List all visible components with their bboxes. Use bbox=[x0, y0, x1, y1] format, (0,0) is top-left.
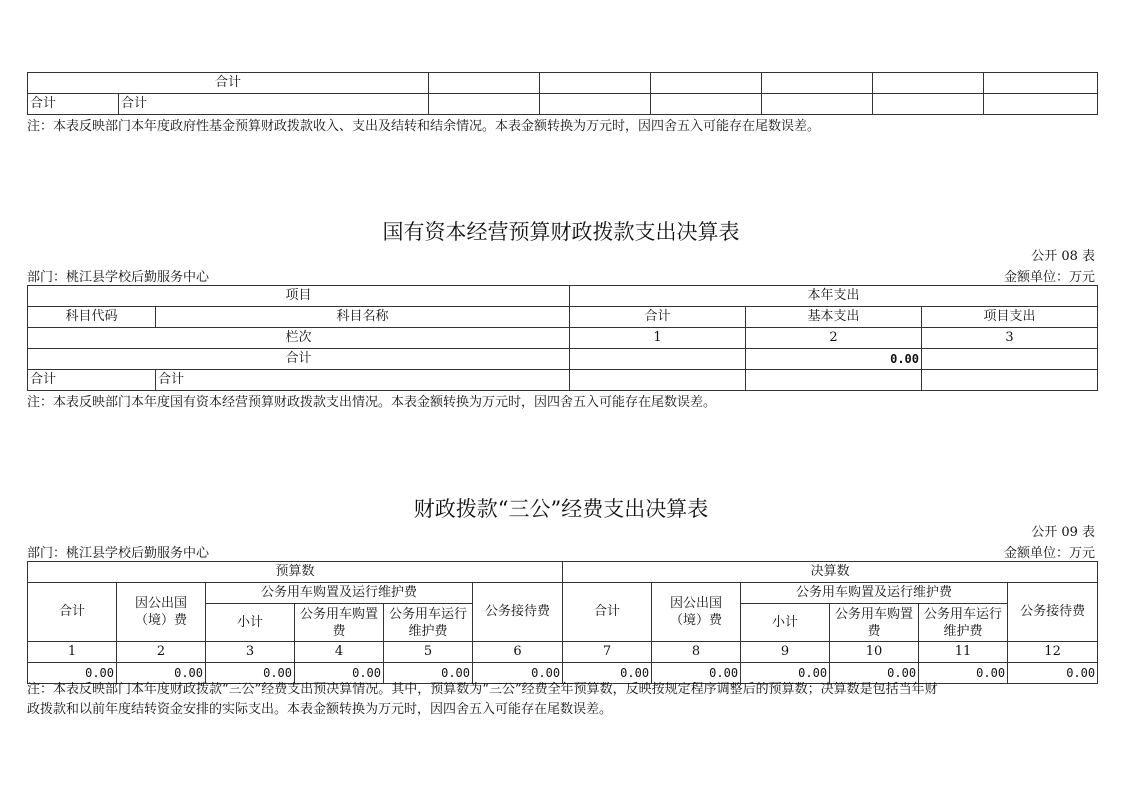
row-name: 合计 bbox=[119, 94, 429, 115]
header-purchase: 公务用车购置费 bbox=[295, 604, 384, 642]
header-total: 合计 bbox=[563, 583, 652, 642]
value-cell: 0.00 bbox=[830, 663, 919, 684]
total-label: 合计 bbox=[28, 73, 429, 94]
table-row bbox=[28, 328, 1098, 349]
table08-department: 部门：桃江县学校后勤服务中心 bbox=[27, 270, 210, 285]
column-number: 6 bbox=[473, 642, 563, 663]
table08-form-no: 公开 08 表 bbox=[1031, 249, 1095, 264]
value-cell: 0.00 bbox=[473, 663, 563, 684]
header-budget: 预算数 bbox=[28, 562, 563, 583]
table09-form-no: 公开 09 表 bbox=[1031, 525, 1095, 540]
header-abroad: 因公出国（境）费 bbox=[652, 583, 741, 642]
table08-unit: 金额单位：万元 bbox=[1003, 270, 1095, 285]
column-number: 10 bbox=[830, 642, 919, 663]
value-cell: 0.00 bbox=[295, 663, 384, 684]
row-code: 合计 bbox=[28, 94, 119, 115]
header-project: 项目 bbox=[28, 286, 570, 307]
table-row bbox=[28, 642, 1098, 663]
column-number: 1 bbox=[28, 642, 117, 663]
value-cell: 0.00 bbox=[563, 663, 652, 684]
table-row bbox=[28, 73, 1098, 94]
project-value bbox=[922, 349, 1098, 370]
header-abroad: 因公出国（境）费 bbox=[117, 583, 206, 642]
table09-department: 部门：桃江县学校后勤服务中心 bbox=[27, 546, 210, 561]
column-number: 1 bbox=[570, 328, 746, 349]
table09-title: 财政拨款“三公”经费支出决算表 bbox=[413, 497, 709, 521]
table07-tail bbox=[27, 72, 1098, 115]
row-name: 合计 bbox=[156, 370, 570, 391]
value-cell: 0.00 bbox=[919, 663, 1008, 684]
table-row bbox=[28, 562, 1098, 583]
table-row bbox=[28, 94, 1098, 115]
header-subtotal: 小计 bbox=[206, 604, 295, 642]
header-current-year: 本年支出 bbox=[570, 286, 1098, 307]
table09-note-line2: 政拨款和以前年度结转资金安排的实际支出。本表金额转换为万元时，因四舍五入可能存在尾数误差。 bbox=[27, 702, 613, 717]
value-cell: 0.00 bbox=[117, 663, 206, 684]
header-vehicle: 公务用车购置及运行维护费 bbox=[206, 583, 473, 604]
column-number: 5 bbox=[384, 642, 473, 663]
header-final: 决算数 bbox=[563, 562, 1098, 583]
table-row bbox=[28, 583, 1098, 604]
column-number: 4 bbox=[295, 642, 384, 663]
column-number: 3 bbox=[206, 642, 295, 663]
row-code: 合计 bbox=[28, 370, 156, 391]
column-number: 8 bbox=[652, 642, 741, 663]
value-cell: 0.00 bbox=[741, 663, 830, 684]
column-number: 7 bbox=[563, 642, 652, 663]
table-row bbox=[28, 370, 1098, 391]
value-cell: 0.00 bbox=[384, 663, 473, 684]
table-row bbox=[28, 349, 1098, 370]
column-label: 栏次 bbox=[28, 328, 570, 349]
table09-unit: 金额单位：万元 bbox=[1003, 546, 1095, 561]
column-number: 2 bbox=[746, 328, 922, 349]
header-reception: 公务接待费 bbox=[473, 583, 563, 642]
value-cell: 0.00 bbox=[28, 663, 117, 684]
table09-note-line1: 注：本表反映部门本年度财政拨款“三公”经费支出预决算情况。其中，预算数为“三公”经费全年预算数，反映按规定程序调整后的预算数；决算数是包括当年财 bbox=[27, 682, 938, 697]
table08 bbox=[27, 285, 1098, 391]
header-code: 科目代码 bbox=[28, 307, 156, 328]
header-purchase: 公务用车购置费 bbox=[830, 604, 919, 642]
header-reception: 公务接待费 bbox=[1008, 583, 1098, 642]
table08-title: 国有资本经营预算财政拨款支出决算表 bbox=[382, 220, 740, 244]
column-number: 9 bbox=[741, 642, 830, 663]
column-number: 2 bbox=[117, 642, 206, 663]
total-label: 合计 bbox=[28, 349, 570, 370]
column-number: 3 bbox=[922, 328, 1098, 349]
header-operation: 公务用车运行维护费 bbox=[384, 604, 473, 642]
table07-note: 注：本表反映部门本年度政府性基金预算财政拨款收入、支出及结转和结余情况。本表金额转换为万元时，因四舍五入可能存在尾数误差。 bbox=[27, 119, 821, 134]
table09 bbox=[27, 561, 1098, 684]
total-value bbox=[570, 349, 746, 370]
value-cell: 0.00 bbox=[652, 663, 741, 684]
header-vehicle: 公务用车购置及运行维护费 bbox=[741, 583, 1008, 604]
value-cell: 0.00 bbox=[1008, 663, 1098, 684]
table-row bbox=[28, 307, 1098, 328]
header-basic: 基本支出 bbox=[746, 307, 922, 328]
basic-value: 0.00 bbox=[746, 349, 922, 370]
header-name: 科目名称 bbox=[156, 307, 570, 328]
column-number: 11 bbox=[919, 642, 1008, 663]
header-project-exp: 项目支出 bbox=[922, 307, 1098, 328]
table-row bbox=[28, 286, 1098, 307]
header-subtotal: 小计 bbox=[741, 604, 830, 642]
header-total: 合计 bbox=[28, 583, 117, 642]
header-operation: 公务用车运行维护费 bbox=[919, 604, 1008, 642]
table08-note: 注：本表反映部门本年度国有资本经营预算财政拨款支出情况。本表金额转换为万元时，因四舍五入可能存在尾数误差。 bbox=[27, 395, 717, 410]
column-number: 12 bbox=[1008, 642, 1098, 663]
header-total: 合计 bbox=[570, 307, 746, 328]
value-cell: 0.00 bbox=[206, 663, 295, 684]
